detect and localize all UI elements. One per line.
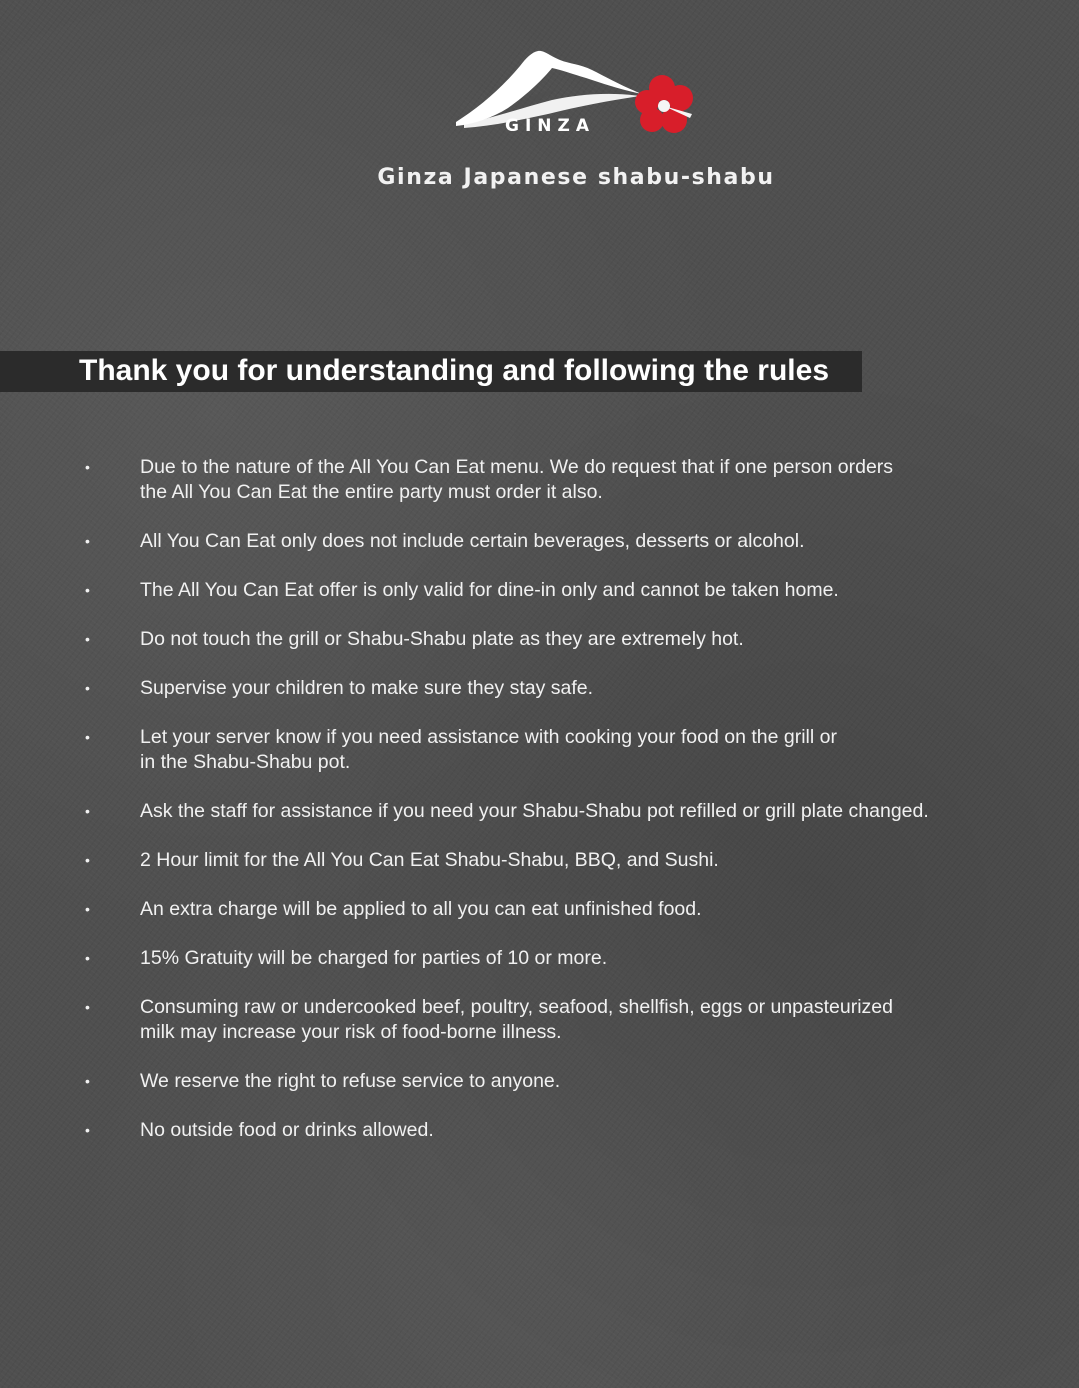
rule-text: 2 Hour limit for the All You Can Eat Shabu-Shabu, BBQ, and Sushi. <box>140 849 719 871</box>
rule-item <box>0 529 1079 554</box>
hibiscus-flower-icon <box>635 75 693 133</box>
rule-text: Let your server know if you need assistance with cooking your food on the grill or <box>140 726 837 748</box>
rule-item <box>0 455 1079 505</box>
rule-text: in the Shabu-Shabu pot. <box>140 751 351 773</box>
rule-text: All You Can Eat only does not include certain beverages, desserts or alcohol. <box>140 530 805 552</box>
rule-text: An extra charge will be applied to all you can eat unfinished food. <box>140 898 702 920</box>
bullet-icon: • <box>85 1073 90 1089</box>
bullet-icon: • <box>85 631 90 647</box>
rule-item <box>0 1069 1079 1094</box>
rule-text: milk may increase your risk of food-borne illness. <box>140 1021 562 1043</box>
rule-item <box>0 578 1079 603</box>
rules-list <box>0 455 1079 1167</box>
bullet-icon: • <box>85 1122 90 1138</box>
rule-text: Due to the nature of the All You Can Eat menu. We do request that if one person orders <box>140 456 894 478</box>
bullet-icon: • <box>85 803 90 819</box>
rule-item <box>0 897 1079 922</box>
rules-banner <box>0 351 862 392</box>
bullet-icon: • <box>85 533 90 549</box>
rule-text: No outside food or drinks allowed. <box>140 1119 434 1141</box>
rule-text: Do not touch the grill or Shabu-Shabu plate as they are extremely hot. <box>140 628 744 650</box>
bullet-icon: • <box>85 680 90 696</box>
rule-item <box>0 1118 1079 1143</box>
rule-item <box>0 946 1079 971</box>
tagline: Ginza Japanese shabu-shabu <box>377 165 775 190</box>
rule-item <box>0 627 1079 652</box>
bullet-icon: • <box>85 999 90 1015</box>
ginza-logo <box>452 48 702 140</box>
logo-wordmark: GINZA <box>505 116 595 136</box>
rule-text: We reserve the right to refuse service to anyone. <box>140 1070 561 1092</box>
rule-text: Ask the staff for assistance if you need your Shabu-Shabu pot refilled or grill plate changed. <box>140 800 929 822</box>
rule-text: the All You Can Eat the entire party must order it also. <box>140 481 603 503</box>
rule-item <box>0 676 1079 701</box>
rule-text: Supervise your children to make sure they stay safe. <box>140 677 594 699</box>
bullet-icon: • <box>85 852 90 868</box>
bullet-icon: • <box>85 459 90 475</box>
bullet-icon: • <box>85 950 90 966</box>
rule-item <box>0 799 1079 824</box>
banner-title: Thank you for understanding and following the rules <box>79 354 830 387</box>
bullet-icon: • <box>85 582 90 598</box>
rule-item <box>0 725 1079 775</box>
rule-text: Consuming raw or undercooked beef, poultry, seafood, shellfish, eggs or unpasteurized <box>140 996 893 1018</box>
rule-item <box>0 848 1079 873</box>
bullet-icon: • <box>85 729 90 745</box>
rule-text: 15% Gratuity will be charged for parties of 10 or more. <box>140 947 608 969</box>
rule-item <box>0 995 1079 1045</box>
bullet-icon: • <box>85 901 90 917</box>
rule-text: The All You Can Eat offer is only valid for dine-in only and cannot be taken home. <box>140 579 839 601</box>
